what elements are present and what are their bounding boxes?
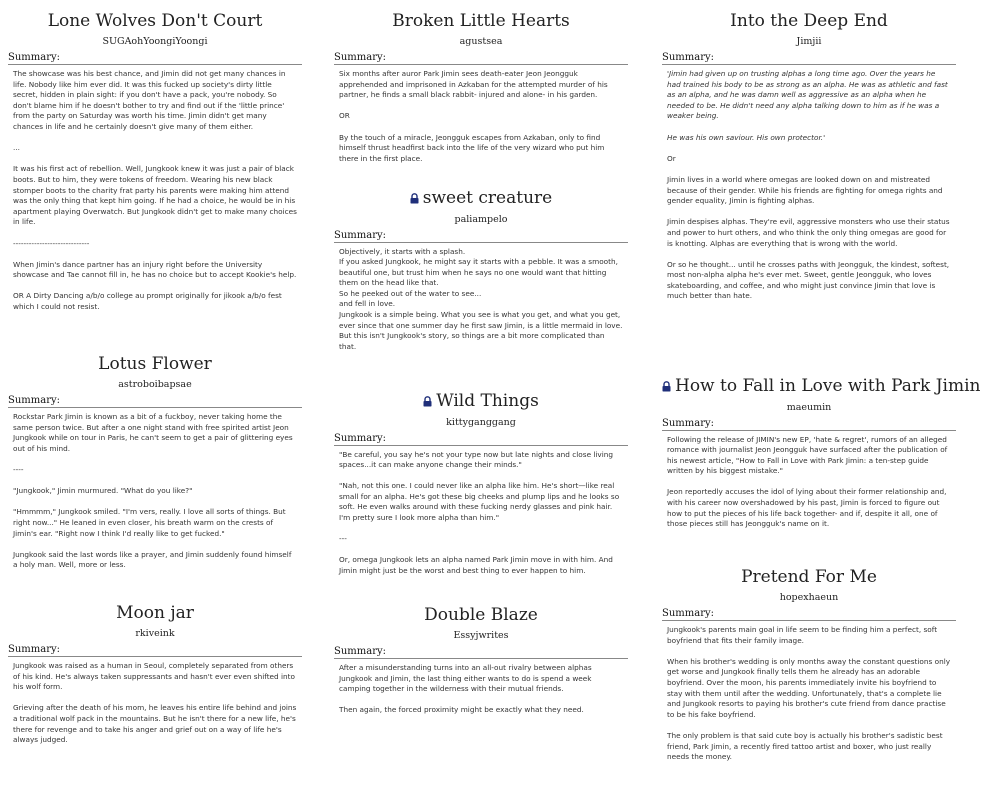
work-title[interactable]	[334, 604, 628, 626]
work-title[interactable]	[334, 187, 628, 210]
summary-paragraph: The showcase was his best chance, and Jimin did not get many chances in life. Nobody like him ever did. It was this fucked up society's dirty little secret, hidden in plain sight: if you don't have a pack, you're nobody. So don't blame him if he doesn't bother to try and find out if the 'little prince' from the party on Saturday was worth his time. Jimin didn't get many chances in life and he certainly doesn't give many of them either.	[13, 69, 286, 131]
work-how-to-fall-in-love	[662, 375, 981, 540]
work-title-text[interactable]: Moon jar	[116, 603, 194, 623]
summary-body	[334, 65, 628, 164]
work-author[interactable]: kittyganggang	[446, 416, 516, 428]
lock-icon	[423, 391, 432, 413]
summary-paragraph: The only problem is that said cute boy is actually his brother's sadistic best friend, Park Jimin, a recently fired tattoo artist and boxer, who just really needs the money.	[667, 730, 943, 762]
summary-paragraph: OR	[339, 111, 350, 121]
work-lone-wolves	[8, 10, 302, 323]
summary-body	[334, 659, 628, 716]
summary-paragraph: Jungkook's parents main goal in life seem to be finding him a perfect, soft boyfriend that fits their family image.	[667, 625, 938, 645]
summary-paragraph: -----------------------------	[13, 238, 90, 248]
summary-label: Summary:	[334, 646, 628, 659]
summary-paragraph: When Jimin's dance partner has an injury right before the University showcase and Tae cannot fill in, he has no choice but to accept Kookie's help.	[13, 259, 297, 280]
work-broken-little-hearts	[334, 10, 628, 175]
summary-paragraph: Jeon reportedly accuses the idol of lying about their former relationship and, with his career now overshadowed by his past, Jimin is forced to figure out how to put the pieces of his life back together- and if, despite it all, one of those pieces still has Jeongguk's name on it.	[667, 487, 947, 529]
work-author[interactable]: paliampelo	[454, 213, 508, 225]
work-moon-jar	[8, 602, 302, 756]
work-author[interactable]: astroboibapsae	[118, 379, 192, 390]
summary-paragraph: "Jungkook," Jimin murmured. "What do you like?"	[13, 486, 193, 496]
work-title-text[interactable]: Lotus Flower	[98, 354, 212, 374]
summary-body	[8, 65, 302, 313]
summary-paragraph: Objectively, it starts with a splash. If you asked Jungkook, he might say it starts with a pebble. It was a smooth, beautiful one, but trust him when he says no one would want that hitting them on the head like that. So he peeked out of the water to see... and fell in love. Jungkook is a simple being. What you see is what you get, and what you get, ever since that one summer day he first saw Jimin, is a little mermaid in love. But this isn't Jungkook's story, so things are a bit more complicated than that.	[339, 246, 623, 351]
summary-paragraph: ---	[339, 534, 347, 544]
summary-paragraph: 'Jimin had given up on trusting alphas a long time ago. Over the years he had trained his body to be as strong as an alpha. He was as athletic and fast as an alpha, and he was damn well as aggressive as an alpha when he needed to be. He didn't need any alpha talking down to him as if he was a weaker being.	[667, 69, 948, 121]
summary-label: Summary:	[662, 608, 956, 621]
work-title-text[interactable]: Double Blaze	[424, 605, 538, 625]
work-wild-things	[334, 390, 628, 587]
work-title-text[interactable]: How to Fall in Love with Park Jimin	[675, 376, 981, 396]
work-title[interactable]	[334, 390, 628, 413]
summary-paragraph: Jungkook was raised as a human in Seoul, completely separated from others of his kind. He's always taken suppressants and hasn't ever even shifted into his wolf form.	[13, 661, 295, 692]
work-sweet-creature	[334, 187, 628, 363]
summary-body	[662, 621, 956, 763]
work-title[interactable]	[662, 566, 956, 588]
work-author[interactable]: Essyjwrites	[453, 630, 509, 641]
summary-paragraph: Then again, the forced proximity might be exactly what they need.	[339, 705, 584, 715]
summary-label: Summary:	[662, 52, 956, 65]
work-title-text[interactable]: Broken Little Hearts	[392, 11, 570, 31]
summary-paragraph: Six months after auror Park Jimin sees death-eater Jeon Jeongguk apprehended and imprisoned in Azkaban for the attempted murder of his partner, he finds a small black rabbit- injured and alone- in his garden.	[339, 69, 608, 100]
work-title-text[interactable]: Lone Wolves Don't Court	[47, 11, 263, 31]
summary-paragraph: It was his first act of rebellion. Well, Jungkook knew it was just a pair of black boots. But to him, they were tokens of freedom. Wearing his new black stomper boots to the charity frat party his parents were making him attend was the only thing that kept him going. If he had a choice, he would be in his apartment playing Overwatch. But Jungkook didn't get to make many choices in life.	[13, 164, 297, 227]
work-pretend-for-me	[662, 566, 956, 773]
work-title[interactable]	[8, 602, 302, 624]
work-title[interactable]	[662, 375, 981, 398]
summary-label: Summary:	[334, 230, 628, 243]
summary-body	[8, 657, 302, 746]
work-title[interactable]	[8, 353, 302, 375]
summary-paragraph: "Be careful, you say he's not your type now but late nights and close living spaces...it can make anyone change their minds."	[339, 449, 614, 470]
work-author[interactable]: rkiveink	[135, 628, 175, 639]
work-double-blaze	[334, 604, 628, 727]
summary-paragraph: He was his own saviour. His own protector.'	[667, 132, 826, 142]
summary-paragraph: ...	[13, 143, 20, 153]
summary-paragraph: Jimin lives in a world where omegas are looked down on and mistreated because of their gender. While his friends are fighting for omega rights and gender equality, Jimin is fighting alphas.	[667, 174, 943, 206]
summary-paragraph: Or	[667, 153, 676, 163]
work-lotus-flower	[8, 353, 302, 582]
summary-body	[8, 408, 302, 571]
summary-paragraph: Or, omega Jungkook lets an alpha named Park Jimin move in with him. And Jimin might just be the worst and best thing to ever happen to him.	[339, 555, 613, 576]
summary-body	[334, 243, 628, 353]
summary-paragraph: "Hmmmm," Jungkook smiled. "I'm vers, really. I love all sorts of things. But right now..." He leaned in even closer, his breath warm on the crests of Jimin's ear. "Right now I think I'd really like to get fucked."	[13, 507, 286, 538]
summary-label: Summary:	[662, 418, 956, 431]
work-author[interactable]: SUGAohYoongiYoongi	[102, 36, 208, 47]
summary-label: Summary:	[8, 644, 302, 657]
work-author[interactable]: Jimjii	[796, 36, 822, 47]
work-title-text[interactable]: Into the Deep End	[730, 11, 888, 31]
work-title[interactable]	[662, 10, 956, 32]
summary-label: Summary:	[334, 52, 628, 65]
summary-paragraph: "Nah, not this one. I could never like an alpha like him. He's short—like real small for an alpha. He's got these big cheeks and plump lips and he looks so soft. He even walks around with these fucking nerdy glasses and pink hair. I'm pretty sure I look more alpha than him."	[339, 481, 620, 523]
work-author[interactable]: hopexhaeun	[779, 592, 839, 603]
work-into-the-deep-end	[662, 10, 956, 313]
work-title-text[interactable]: sweet creature	[422, 188, 553, 208]
summary-label: Summary:	[8, 52, 302, 65]
summary-paragraph: By the touch of a miracle, Jeongguk escapes from Azkaban, only to find himself thrust headfirst back into the life of the very wizard who put him there in the first place.	[339, 132, 605, 163]
summary-paragraph: Following the release of JIMIN's new EP, 'hate & regret', rumors of an alleged romance with journalist Jeon Jeongguk have surfaced after the publication of his newest article, "How to Fall in Love with Park Jimin: a ten-step guide written by his biggest mistake."	[667, 434, 948, 476]
work-title[interactable]	[334, 10, 628, 32]
summary-paragraph: Jimin despises alphas. They're evil, aggressive monsters who use their status and power to hurt others, and who think the only thing omegas are good for is knotting. Alphas are everything that is wrong with the world.	[667, 217, 950, 248]
work-author[interactable]: agustsea	[459, 36, 503, 47]
summary-paragraph: Rockstar Park Jimin is known as a bit of a fuckboy, never taking home the same person twice. But after a one night stand with free spirited artist Jeon Jungkook while on tour in Paris, he can't seem to get a pair of glittering eyes out of his mind.	[13, 412, 293, 453]
work-title-text[interactable]: Pretend For Me	[741, 567, 877, 587]
summary-paragraph: OR A Dirty Dancing a/b/o college au prompt originally for jikook a/b/o fest which I could not resist.	[13, 291, 282, 312]
lock-icon	[662, 376, 671, 398]
work-title[interactable]	[8, 10, 302, 32]
summary-paragraph: When his brother's wedding is only months away the constant questions only get worse and Jungkook finally tells them he already has an adorable boyfriend. Over the moon, his parents immediately invite his boyfriend to stay with them until after the wedding. Unfortunately, that's a complete lie and Jungkook resorts to paying his brother's cute friend from dance practise to be his fake boyfriend.	[667, 656, 951, 719]
summary-paragraph: Jungkook said the last words like a prayer, and Jimin suddenly found himself a holy man. Well, more or less.	[13, 549, 292, 570]
work-title-text[interactable]: Wild Things	[436, 391, 539, 411]
summary-body	[662, 65, 956, 302]
summary-label: Summary:	[334, 433, 628, 446]
summary-paragraph: ----	[13, 464, 24, 474]
summary-paragraph: After a misunderstanding turns into an all-out rivalry between alphas Jungkook and Jimin, the last thing either wants to do is spend a week camping together in the wilderness with their mutual friends.	[339, 663, 592, 694]
work-author[interactable]: maeumin	[786, 401, 832, 413]
summary-body	[662, 431, 956, 530]
lock-icon	[410, 188, 419, 210]
summary-body	[334, 446, 628, 577]
summary-paragraph: Or so he thought... until he crosses paths with Jeongguk, the kindest, softest, most non-alpha alpha he's ever met. Sweet, gentle Jeongguk, who loves skateboarding, and coffee, and who might just convince Jimin that love is much better than hate.	[667, 259, 950, 301]
summary-label: Summary:	[8, 395, 302, 408]
summary-paragraph: Grieving after the death of his mom, he leaves his entire life behind and joins a traditional wolf pack in the mountains. But he isn't there for a new life, he's there for revenge and to take his anger and grief out on a way of life he's always judged.	[13, 703, 297, 745]
